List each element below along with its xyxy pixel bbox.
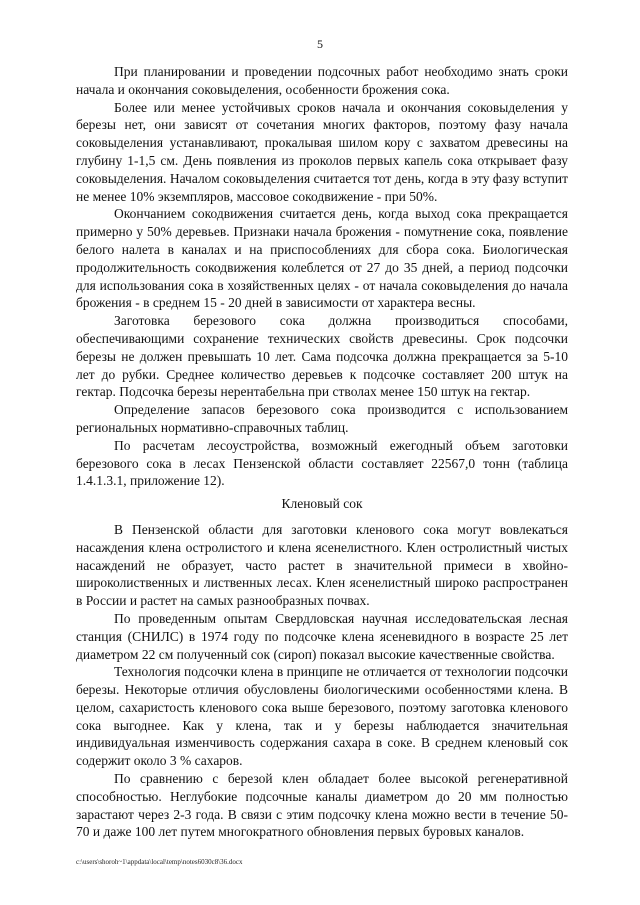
paragraph: По расчетам лесоустройства, возможный ежегодный объем заготовки березового сока в лесах Пензенской области составляет 22567,0 тонн (таблица 1.4.1.3.1, приложение 12). xyxy=(76,437,568,489)
paragraph: Заготовка березового сока должна производиться способами, обеспечивающими сохранение технических свойств древесины. Срок подсочки березы не должен превышать 10 лет. Сама подсочка должна прекращается за 5-10 лет до рубки. Среднее количество деревьев к подсочке составляет 200 штук на гектар. Подсочка березы нерентабельна при стволах менее 150 штук на гектар. xyxy=(76,313,568,400)
page-number: 5 xyxy=(317,37,323,51)
document-body xyxy=(76,63,568,841)
file-path-footer: c:\users\shoroh~1\appdata\local\temp\notes6030c8\36.docx xyxy=(76,858,243,866)
paragraph: Технология подсочки клена в принципе не отличается от технологии подсочки березы. Некоторые отличия обусловлены биологическими особенностями клена. В целом, сахаристость кленового сока выше березового, поэтому заготовка кленового сока выгоднее. Как у клена, так и у березы наблюдается значительная индивидуальная изменчивость содержания сахара в соке. В среднем кленовый сок содержит около 3 % сахаров. xyxy=(76,664,568,769)
paragraph: В Пензенской области для заготовки кленового сока могут вовлекаться насаждения клена остролистого и клена ясенелистного. Клен остролистный чистых насаждений не образует, часто растет в значительной примеси в хвойно-широколиственных и лиственных лесах. Клен ясенелистный широко распространен в России и растет на самых разнообразных почвах. xyxy=(76,521,568,609)
paragraph: По сравнению с березой клен обладает более высокой регенеративной способностью. Неглубокие подсочные каналы диаметром до 20 мм полностью зарастают через 2-3 года. В связи с этим подсочку клена можно вести в течение 50-70 и даже 100 лет путем многократного обновления первых буровых каналов. xyxy=(76,771,568,840)
paragraph: Определение запасов березового сока производится с использованием региональных нормативно-справочных таблиц. xyxy=(76,402,568,435)
paragraph: Более или менее устойчивых сроков начала и окончания соковыделения у березы нет, они зависят от сочетания многих факторов, поэтому фазу начала соковыделения устанавливают, прокалывая шилом кору с захватом древесины на глубину 1-1,5 см. День появления из проколов первых капель сока открывает фазу соковыделения. Началом соковыделения считается тот день, когда в эту фазу вступит не менее 10% экземпляров, массовое сокодвижение - при 50%. xyxy=(76,99,568,204)
section-heading: Кленовый сок xyxy=(281,496,363,512)
paragraph: По проведенным опытам Свердловская научная исследовательская лесная станция (СНИЛС) в 1974 году по подсочке клена ясеневидного в возрасте 25 лет диаметром 22 см полученный сок (сироп) показал высокие качественные свойства. xyxy=(76,610,568,662)
paragraph: При планировании и проведении подсочных работ необходимо знать сроки начала и окончания соковыделения, особенности брожения сока. xyxy=(76,64,568,97)
paragraph: Окончанием сокодвижения считается день, когда выход сока прекращается примерно у 50% деревьев. Признаки начала брожения - помутнение сока, появление белого налета в каналах и на приспособлениях для сбора сока. Биологическая продолжительность сокодвижения колеблется от 27 до 35 дней, а период подсочки для использования сока в хозяйственных целях - от начала соковыделения до начала брожения - в среднем 15 - 20 дней в зависимости от характера весны. xyxy=(76,206,568,311)
